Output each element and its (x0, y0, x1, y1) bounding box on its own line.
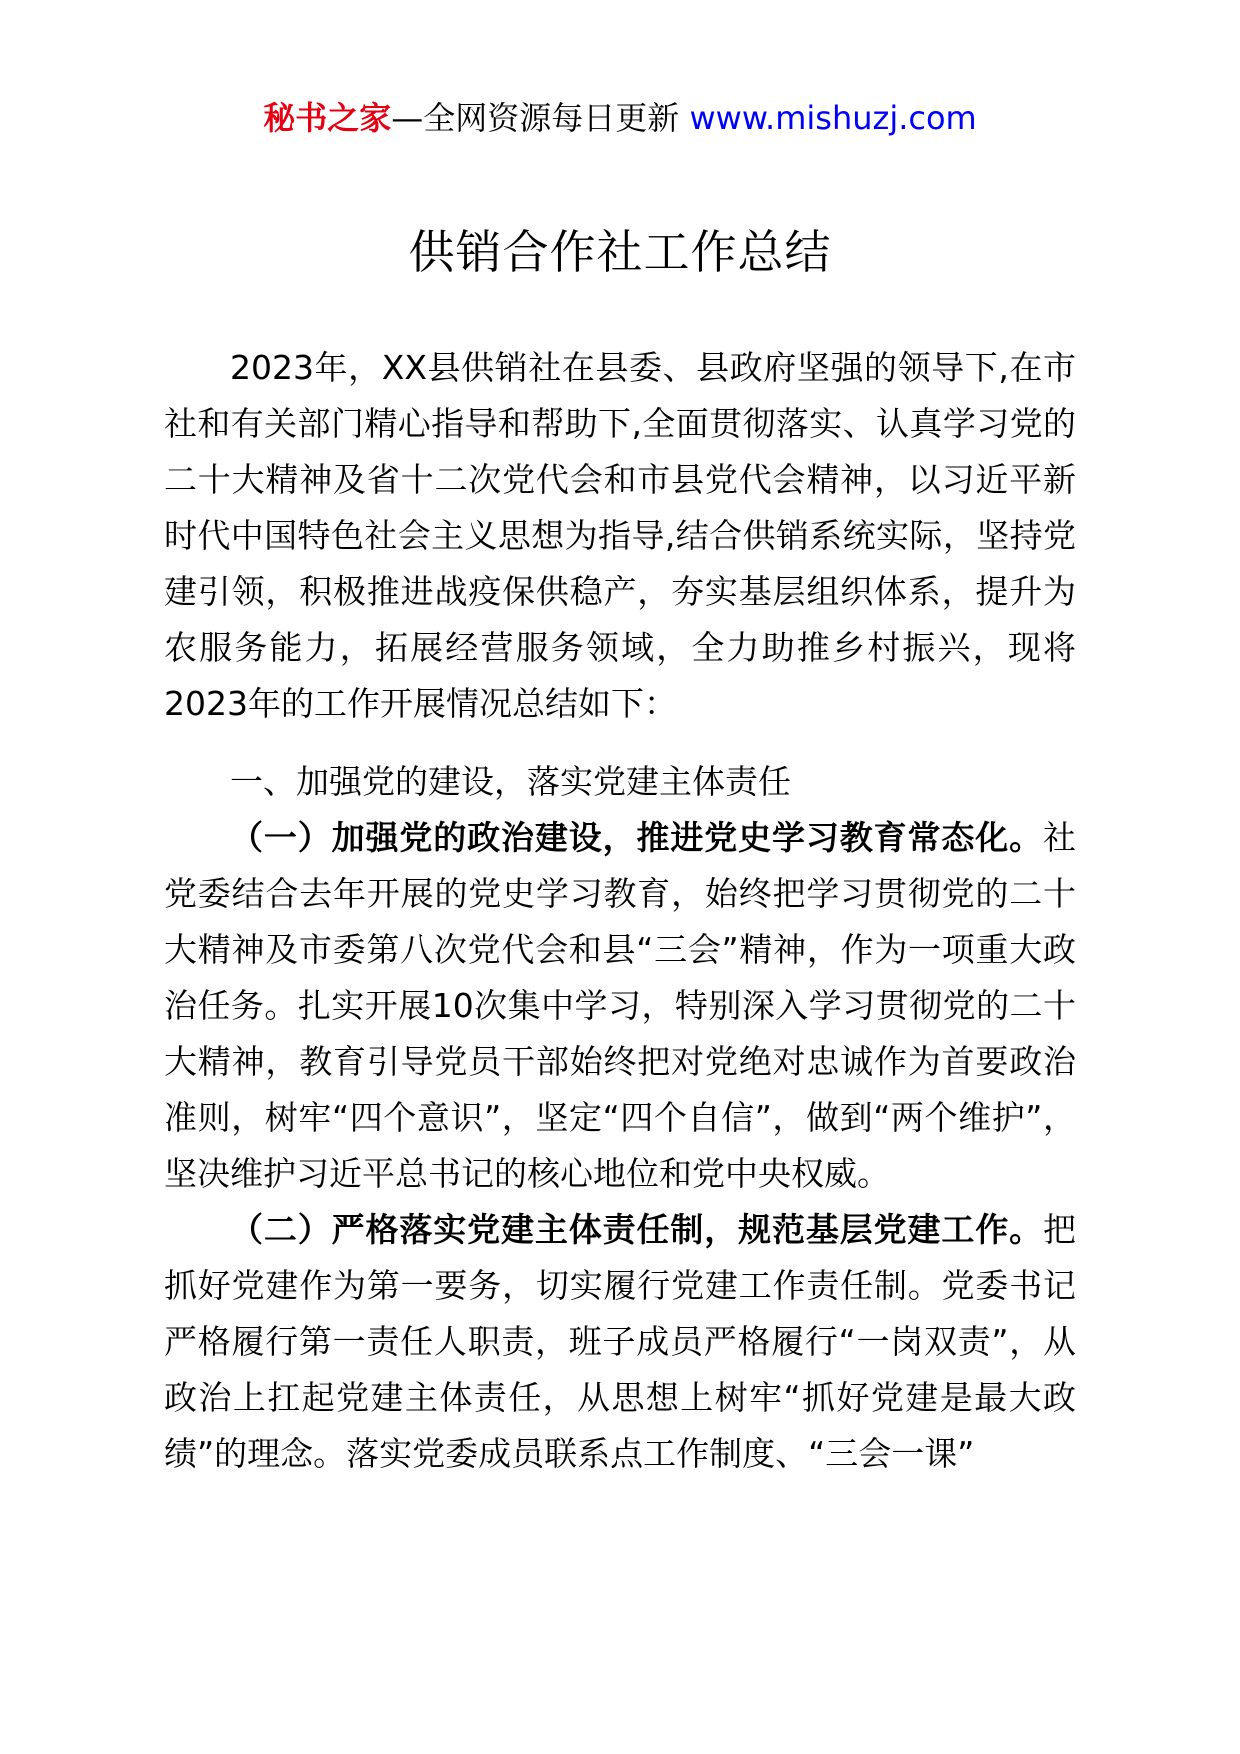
document-title: 供销合作社工作总结 (408, 225, 832, 279)
header-url-link[interactable]: www.mishuzj.com (689, 99, 977, 137)
item2-title: （二）严格落实党建主体责任制，规范基层党建工作。 (230, 1210, 1043, 1249)
item2-paragraph (164, 1202, 1076, 1482)
item1-paragraph (164, 810, 1076, 1202)
source-header (0, 96, 1240, 140)
item1-text: 社党委结合去年开展的党史学习教育，始终把学习贯彻党的二十大精神及市委第八次党代会和县“三会”精神，作为一项重大政治任务。扎实开展10次集中学习，特别深入学习贯彻党的二十大精神，教育引导党员干部始终把对党绝对忠诚作为首要政治准则，树牢“四个意识”，坚定“四个自信”，做到“两个维护”，坚决维护习近平总书记的核心地位和党中央权威。 (164, 818, 1076, 1193)
section-heading: 一、加强党的建设，落实党建主体责任 (230, 762, 791, 801)
intro-paragraph: 2023年，XX县供销社在县委、县政府坚强的领导下,在市社和有关部门精心指导和帮助下,全面贯彻落实、认真学习党的二十大精神及省十二次党代会和市县党代会精神，以习近平新时代中国特色社会主义思想为指导,结合供销系统实际，坚持党建引领，积极推进战疫保供稳产，夯实基层组织体系，提升为农服务能力，拓展经营服务领域，全力助推乡村振兴，现将2023年的工作开展情况总结如下： (164, 348, 1076, 723)
header-tagline: —全网资源每日更新 (391, 99, 690, 137)
item2-text: 把抓好党建作为第一要务，切实履行党建工作责任制。党委书记严格履行第一责任人职责，班子成员严格履行“一岗双责”，从政治上扛起党建主体责任，从思想上树牢“抓好党建是最大政绩”的理念。落实党委成员联系点工作制度、“三会一课” (164, 1210, 1076, 1473)
item1-title: （一）加强党的政治建设，推进党史学习教育常态化。 (230, 818, 1043, 857)
document-body (164, 340, 1076, 1482)
header-brand: 秘书之家 (263, 99, 392, 137)
